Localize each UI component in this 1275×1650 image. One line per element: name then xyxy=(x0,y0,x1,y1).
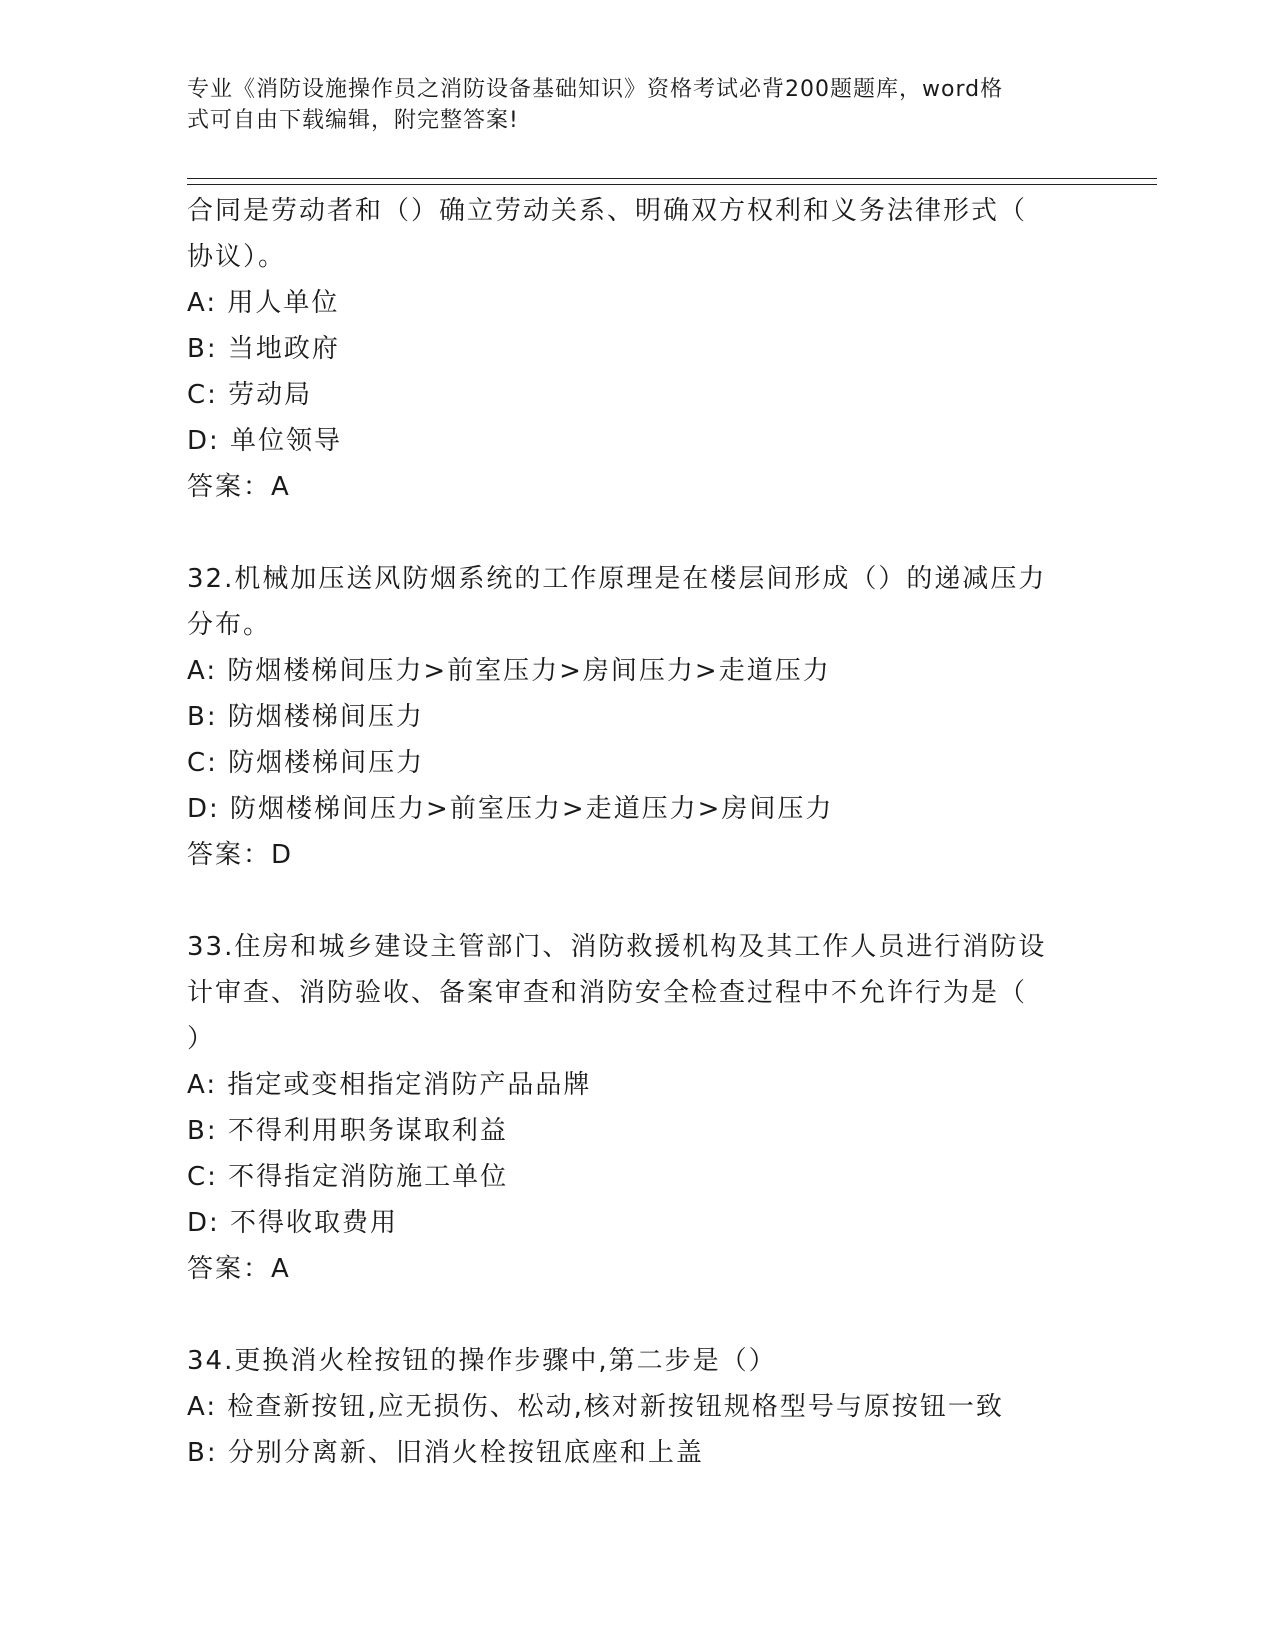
answer-label: 答案：A xyxy=(187,472,291,502)
document-header xyxy=(187,74,1067,136)
option-b: B: 当地政府 xyxy=(187,334,340,364)
question-34 xyxy=(187,1338,1087,1476)
option-c: C: 防烟楼梯间压力 xyxy=(187,748,425,778)
question-32 xyxy=(187,556,1087,878)
option-a: A: 用人单位 xyxy=(187,288,340,318)
question-stem: 协议）。 xyxy=(187,242,287,272)
option-d: D: 不得收取费用 xyxy=(187,1208,399,1238)
spacer xyxy=(187,1292,1087,1338)
option-d: D: 防烟楼梯间压力>前室压力>走道压力>房间压力 xyxy=(187,794,834,824)
header-divider-bottom xyxy=(187,184,1157,185)
spacer xyxy=(187,878,1087,924)
answer-label: 答案：D xyxy=(187,840,294,870)
question-stem: ） xyxy=(187,1024,216,1054)
answer-label: 答案：A xyxy=(187,1254,291,1284)
header-line-1: 专业《消防设施操作员之消防设备基础知识》资格考试必背200题题库，word格 xyxy=(187,77,1004,102)
header-line-2: 式可自由下载编辑，附完整答案! xyxy=(187,108,519,133)
question-33 xyxy=(187,924,1087,1292)
question-stem: 计审查、消防验收、备案审查和消防安全检查过程中不允许行为是（ xyxy=(187,978,1028,1008)
question-31 xyxy=(187,188,1087,510)
question-stem: 33.住房和城乡建设主管部门、消防救援机构及其工作人员进行消防设 xyxy=(187,932,1047,962)
question-stem: 分布。 xyxy=(187,610,272,640)
option-b: B: 不得利用职务谋取利益 xyxy=(187,1116,508,1146)
question-stem: 34.更换消火栓按钮的操作步骤中,第二步是（） xyxy=(187,1346,777,1376)
option-b: B: 防烟楼梯间压力 xyxy=(187,702,424,732)
option-a: A: 检查新按钮,应无损伤、松动,核对新按钮规格型号与原按钮一致 xyxy=(187,1392,1004,1422)
option-a: A: 指定或变相指定消防产品品牌 xyxy=(187,1070,592,1100)
option-c: C: 劳动局 xyxy=(187,380,313,410)
option-b: B: 分别分离新、旧消火栓按钮底座和上盖 xyxy=(187,1438,704,1468)
question-list xyxy=(187,188,1087,1476)
option-d: D: 单位领导 xyxy=(187,426,343,456)
question-stem: 合同是劳动者和（）确立劳动关系、明确双方权利和义务法律形式（ xyxy=(187,196,1028,226)
header-divider-top xyxy=(187,178,1157,179)
spacer xyxy=(187,510,1087,556)
option-c: C: 不得指定消防施工单位 xyxy=(187,1162,509,1192)
option-a: A: 防烟楼梯间压力>前室压力>房间压力>走道压力 xyxy=(187,656,831,686)
question-stem: 32.机械加压送风防烟系统的工作原理是在楼层间形成（）的递减压力 xyxy=(187,564,1047,594)
